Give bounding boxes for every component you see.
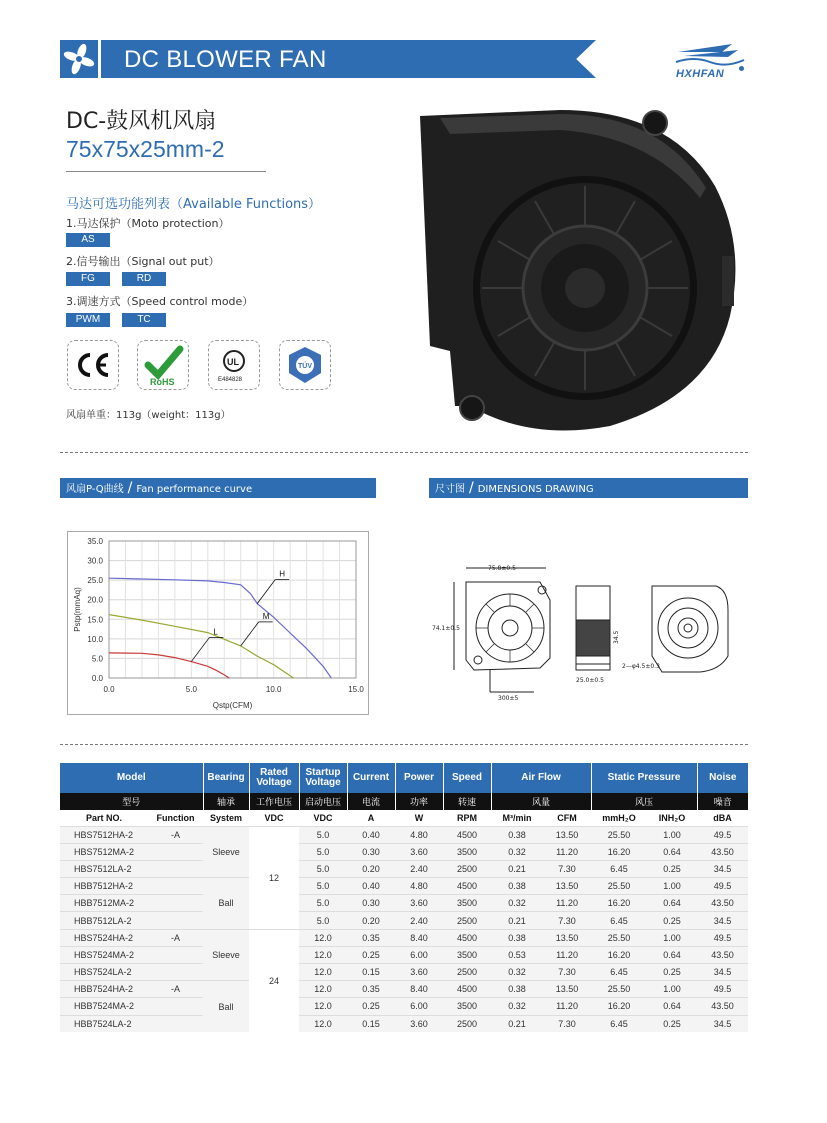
table-header-cell: Current [347,763,395,793]
table-cell: 0.32 [491,843,543,860]
table-cell-part-no: HBB7512LA-2 [60,912,148,929]
dim-title-cn: 尺寸图 [435,484,465,495]
table-cell: 0.32 [491,895,543,912]
table-cell: 25.50 [591,826,647,843]
table-row [60,1015,748,1032]
table-cell: 12.0 [299,964,347,981]
x-tick-label: 15.0 [348,685,364,694]
table-header-cell: 型号 [60,793,203,810]
table-unit-cell: INH₂O [658,812,686,823]
curve-title-en: Fan performance curve [136,484,253,495]
table-cell: 2.40 [395,912,443,929]
function-group-label: 3.调速方式（Speed control mode） [66,295,254,308]
table-unit-cell: VDC [313,812,333,823]
y-tick-label: 10.0 [87,634,103,644]
series-label-m: M [262,611,270,621]
product-size: 75x75x25mm-2 [66,136,225,162]
dimensions-drawing [430,560,750,710]
table-header-cell: Power [395,763,443,793]
table-cell: -A [148,929,203,946]
table-cell: 25.50 [591,981,647,998]
table-row [60,912,748,929]
table-cell: 0.40 [347,826,395,843]
banner-title: DC BLOWER FAN [124,46,327,73]
function-group-label: 2.信号输出（Signal out put） [66,255,220,268]
table-cell: 0.30 [347,843,395,860]
table-cell-part-no: HBB7524HA-2 [60,981,148,998]
table-cell-part-no: HBS7524LA-2 [60,964,148,981]
table-cell: 5.0 [299,826,347,843]
table-cell: 43.50 [697,998,748,1015]
pq-chart-frame [67,531,369,715]
table-cell: 49.5 [697,981,748,998]
table-cell [148,964,203,981]
y-axis-label: Pstp(mmAq) [73,587,82,632]
table-cell: 4.80 [395,878,443,895]
table-header-row [60,793,748,810]
table-cell: 12.0 [299,981,347,998]
dim-depth: 25.0±0.5 [576,677,604,684]
table-cell-part-no: HBS7512LA-2 [60,860,148,877]
table-cell: 0.25 [647,860,697,877]
table-cell: 3500 [443,946,491,963]
table-header-cell: Rated Voltage [249,763,299,793]
table-unit-cell: VDC [264,812,284,823]
series-leader [241,622,259,646]
curve-section-header: 风扇P-Q曲线 / Fan performance curve [60,478,376,498]
function-tag: FG [66,272,110,286]
table-cell: 2500 [443,912,491,929]
table-cell: 11.20 [543,998,591,1015]
table-cell: 5.0 [299,895,347,912]
table-cell [148,843,203,860]
y-tick-label: 15.0 [87,615,103,625]
table-cell: 6.45 [591,1015,647,1032]
table-header-cell: Air Flow [491,763,591,793]
table-cell: 5.0 [299,912,347,929]
table-cell-system: Sleeve [203,826,249,878]
table-cell: 0.25 [647,912,697,929]
table-cell-part-no: HBB7512HA-2 [60,878,148,895]
brand-dot [739,66,744,71]
dim-lead: 300±5 [498,695,519,702]
table-cell: 6.00 [395,946,443,963]
table-cell: 0.38 [491,878,543,895]
curve-title-cn: 风扇P-Q曲线 [66,484,124,495]
table-header-cell: 工作电压 [249,793,299,810]
function-tag: RD [122,272,166,286]
table-row [60,964,748,981]
table-cell: 3.60 [395,964,443,981]
fan-blade-icon [60,40,98,78]
table-unit-cell: mmH₂O [602,812,636,823]
table-header-cell: Noise [697,763,748,793]
fan-weight: 风扇单重：113g（weight：113g） [66,410,231,421]
table-cell: 49.5 [697,826,748,843]
table-cell-part-no: HBS7512MA-2 [60,843,148,860]
table-cell: 0.40 [347,878,395,895]
table-row [60,946,748,963]
table-cell: 43.50 [697,946,748,963]
table-cell: 16.20 [591,895,647,912]
table-header-cell: Model [60,763,203,793]
dim-title-en: DIMENSIONS DRAWING [477,484,594,495]
x-axis-label: Qstp(CFM) [212,701,253,710]
table-cell: 3.60 [395,843,443,860]
dim-thickness: 34.5 [613,630,620,644]
functions-title: 马达可选功能列表（Available Functions） [66,197,322,212]
table-cell: 2500 [443,964,491,981]
x-tick-label: 5.0 [185,685,197,694]
table-cell: 13.50 [543,929,591,946]
table-row [60,981,748,998]
series-label-l: L [213,627,218,637]
table-cell: 0.64 [647,946,697,963]
dim-height: 74.1±0.5 [432,625,460,632]
table-cell: 34.5 [697,860,748,877]
table-cell: 2500 [443,860,491,877]
section-divider [60,744,748,745]
table-cell: 0.32 [491,998,543,1015]
table-cell: 0.20 [347,860,395,877]
table-cell-system: Sleeve [203,929,249,981]
table-cell: 6.00 [395,998,443,1015]
table-cell-part-no: HBB7512MA-2 [60,895,148,912]
table-unit-cell: A [367,812,375,823]
table-cell [148,1015,203,1032]
table-header-cell: Speed [443,763,491,793]
y-tick-label: 20.0 [87,595,103,605]
table-cell: 34.5 [697,1015,748,1032]
table-cell: 0.21 [491,860,543,877]
y-tick-label: 30.0 [87,556,103,566]
table-cell: 12.0 [299,998,347,1015]
table-header-cell: 轴承 [203,793,249,810]
table-cell: 12.0 [299,929,347,946]
table-cell: 13.50 [543,878,591,895]
rohs-text: RoHS [150,377,175,387]
table-cell: -A [148,981,203,998]
table-cell: 34.5 [697,912,748,929]
table-cell: 0.64 [647,843,697,860]
table-cell: 11.20 [543,843,591,860]
table-unit-cell: CFM [557,812,577,823]
table-cell: 8.40 [395,981,443,998]
table-cell: 0.38 [491,826,543,843]
table-cell: 0.64 [647,998,697,1015]
spec-table [60,763,748,1032]
table-cell: 5.0 [299,878,347,895]
tuv-text: TÜV [298,363,312,370]
table-cell: 3500 [443,843,491,860]
table-unit-cell: M³/min [502,812,532,823]
table-cell: 7.30 [543,964,591,981]
table-unit-cell: System [210,812,243,823]
table-header-cell: Static Pressure [591,763,697,793]
fan-logo-box [60,40,98,78]
table-cell [148,946,203,963]
table-header-cell: Startup Voltage [299,763,347,793]
table-unit-cell: W [414,812,424,823]
table-cell [148,895,203,912]
table-cell: 0.35 [347,981,395,998]
table-cell: 4.80 [395,826,443,843]
table-unit-cell: Part NO. [85,812,122,823]
table-cell [148,860,203,877]
table-cell-system: Ball [203,981,249,1033]
table-cell: 3.60 [395,1015,443,1032]
tuv-mark-icon [279,340,331,390]
ce-mark-icon [67,340,119,390]
function-group-label: 1.马达保护（Moto protection） [66,217,230,230]
table-cell: 4500 [443,826,491,843]
table-cell: 0.25 [647,1015,697,1032]
table-cell: 5.0 [299,860,347,877]
table-cell: 0.64 [647,895,697,912]
table-cell-part-no: HBS7524MA-2 [60,946,148,963]
function-tag: AS [66,233,110,247]
table-row [60,860,748,877]
series-label-h: H [279,569,285,579]
table-cell-part-no: HBS7512HA-2 [60,826,148,843]
table-cell: -A [148,826,203,843]
table-cell: 25.50 [591,878,647,895]
table-cell: 43.50 [697,843,748,860]
dimensions-section-header: 尺寸图 / DIMENSIONS DRAWING [429,478,748,498]
table-cell: 34.5 [697,964,748,981]
table-cell: 25.50 [591,929,647,946]
table-cell [148,912,203,929]
table-cell-system: Ball [203,878,249,930]
table-cell: 0.32 [491,964,543,981]
ul-mark-icon [208,340,260,390]
title-divider [66,171,266,172]
table-cell: 0.15 [347,964,395,981]
series-line-m [109,615,293,678]
table-cell: 0.35 [347,929,395,946]
pq-chart [68,532,368,714]
table-cell: 16.20 [591,998,647,1015]
table-cell: 8.40 [395,929,443,946]
table-cell: 1.00 [647,878,697,895]
table-cell: 11.20 [543,895,591,912]
table-header-cell: 启动电压 [299,793,347,810]
table-cell: 3500 [443,998,491,1015]
svg-text:UL: UL [227,357,239,367]
table-cell: 1.00 [647,826,697,843]
table-cell: 49.5 [697,929,748,946]
table-cell: 6.45 [591,860,647,877]
table-cell [148,998,203,1015]
table-cell: 0.38 [491,981,543,998]
table-row [60,895,748,912]
table-cell: 7.30 [543,1015,591,1032]
section-divider [60,452,748,453]
table-header-cell: Bearing [203,763,249,793]
table-row [60,929,748,946]
dim-width: 75.8±0.5 [488,565,516,572]
table-cell: 3500 [443,895,491,912]
table-cell: 11.20 [543,946,591,963]
table-cell: 12.0 [299,1015,347,1032]
function-tag: TC [122,313,166,327]
table-header-cell: 风量 [491,793,591,810]
plot-area [109,541,356,678]
table-cell: 16.20 [591,843,647,860]
table-cell: 4500 [443,981,491,998]
table-cell: 0.25 [347,998,395,1015]
table-row [60,998,748,1015]
table-cell: 13.50 [543,826,591,843]
table-cell: 7.30 [543,860,591,877]
blower-fan-photo [410,106,744,436]
table-cell: 0.30 [347,895,395,912]
table-cell: 1.00 [647,929,697,946]
y-tick-label: 0.0 [91,674,103,683]
table-header-cell: 风压 [591,793,697,810]
table-cell: 49.5 [697,878,748,895]
table-cell: 2500 [443,1015,491,1032]
table-cell: 3.60 [395,895,443,912]
rohs-check-icon [137,340,189,390]
table-cell: 2.40 [395,860,443,877]
table-cell: 6.45 [591,912,647,929]
table-cell: 13.50 [543,981,591,998]
dim-hole: 2—φ4.5±0.3 [622,663,660,670]
table-cell-voltage: 24 [249,929,299,1032]
table-cell [148,878,203,895]
table-cell: 12.0 [299,946,347,963]
table-cell: 4500 [443,878,491,895]
table-unit-row [60,810,748,826]
brand-name: HXHFAN [676,68,725,80]
table-cell: 0.38 [491,929,543,946]
y-tick-label: 35.0 [87,537,103,546]
table-unit-cell: dBA [713,812,732,823]
product-title-cn: DC-鼓风机风扇 [66,109,217,134]
table-cell: 4500 [443,929,491,946]
table-cell-voltage: 12 [249,826,299,929]
table-cell: 1.00 [647,981,697,998]
table-row [60,878,748,895]
table-cell: 5.0 [299,843,347,860]
table-header-cell: 电流 [347,793,395,810]
x-tick-label: 10.0 [265,685,282,694]
table-cell: 0.53 [491,946,543,963]
table-cell: 7.30 [543,912,591,929]
table-cell: 0.15 [347,1015,395,1032]
table-unit-cell: RPM [457,812,478,823]
ul-number: E484828 [218,377,243,383]
table-header-cell: 功率 [395,793,443,810]
table-row [60,843,748,860]
x-tick-label: 0.0 [103,685,115,694]
table-header-row [60,763,748,793]
y-tick-label: 5.0 [91,654,103,664]
table-cell-part-no: HBB7524MA-2 [60,998,148,1015]
table-unit-cell: Function [156,812,195,823]
function-tag: PWM [66,313,110,327]
table-header-cell: 转速 [443,793,491,810]
table-cell: 0.21 [491,912,543,929]
table-cell: 0.25 [347,946,395,963]
table-cell-part-no: HBB7524LA-2 [60,1015,148,1032]
table-cell: 0.21 [491,1015,543,1032]
series-line-l [109,653,229,678]
table-cell: 0.25 [647,964,697,981]
table-cell-part-no: HBS7524HA-2 [60,929,148,946]
y-tick-label: 25.0 [87,576,103,586]
table-row [60,826,748,843]
table-cell: 43.50 [697,895,748,912]
table-cell: 6.45 [591,964,647,981]
table-header-cell: 噪音 [697,793,748,810]
table-cell: 16.20 [591,946,647,963]
table-cell: 0.20 [347,912,395,929]
brand-logo-icon [674,38,746,68]
